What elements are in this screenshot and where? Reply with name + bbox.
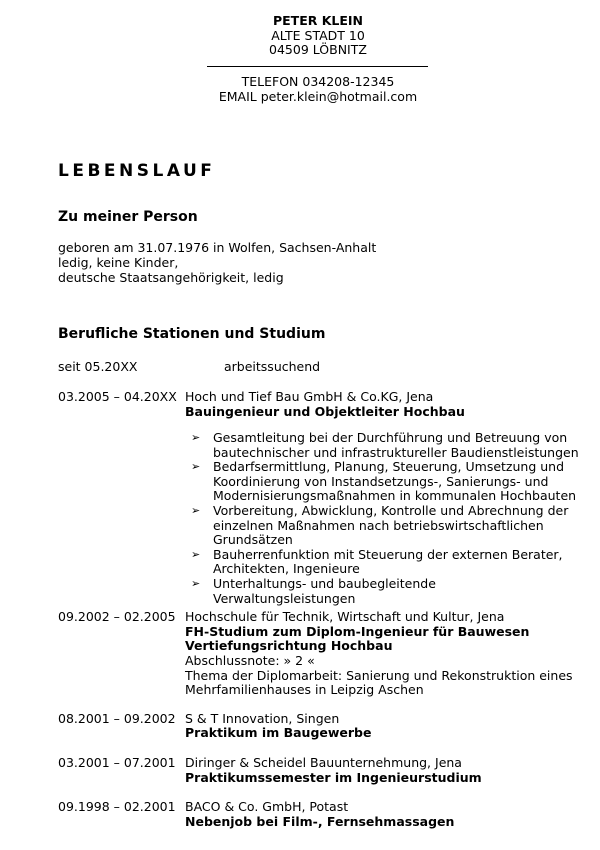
header-divider <box>207 66 428 67</box>
entry-date: 09.2002 – 02.2005 <box>58 609 176 624</box>
email-address: EMAIL peter.klein@hotmail.com <box>218 89 418 104</box>
street-address: ALTE STADT 10 <box>271 28 365 43</box>
entry-date: 08.2001 – 09.2002 <box>58 711 176 726</box>
entry-role: Bauingenieur und Objektleiter Hochbau <box>185 404 465 419</box>
person-line: deutsche Staatsangehörigkeit, ledig <box>58 270 284 285</box>
entry-organization: BACO & Co. GmbH, Potast <box>185 799 349 814</box>
entry-note: Thema der Diplomarbeit: Sanierung und Rekonstruktion eines <box>185 668 573 683</box>
city-address: 04509 LÖBNITZ <box>269 42 367 57</box>
list-item <box>191 504 581 548</box>
entry-role: FH-Studium zum Diplom-Ingenieur für Bauwesen <box>185 624 530 639</box>
list-item <box>191 460 581 504</box>
list-item-text: Bauherrenfunktion mit Steuerung der externen Berater, Architekten, Ingenieure <box>213 546 563 577</box>
entry-organization: Hochschule für Technik, Wirtschaft und Kultur, Jena <box>185 609 505 624</box>
section-heading-career: Berufliche Stationen und Studium <box>58 326 326 342</box>
arrow-bullet-icon: ➢ <box>191 576 201 590</box>
entry-note: Mehrfamilienhauses in Leipzig Aschen <box>185 682 424 697</box>
phone-number: TELEFON 034208-12345 <box>241 74 395 89</box>
section-heading-person: Zu meiner Person <box>58 209 198 225</box>
list-item <box>191 577 581 606</box>
entry-organization: Hoch und Tief Bau GmbH & Co.KG, Jena <box>185 389 434 404</box>
arrow-bullet-icon: ➢ <box>191 431 201 444</box>
entry-date: seit 05.20XX <box>58 359 138 374</box>
list-item-text: Bedarfsermittlung, Planung, Steuerung, Umsetzung und Koordinierung von Instandsetzungs-, Sanierungs- und Modernisierungsmaßnahmen in kommunalen Hochbauten <box>213 459 577 504</box>
arrow-bullet-icon: ➢ <box>191 547 201 561</box>
entry-role: Praktikum im Baugewerbe <box>185 725 372 740</box>
entry-date: 09.1998 – 02.2001 <box>58 799 176 814</box>
entry-organization: S & T Innovation, Singen <box>185 711 340 726</box>
entry-role-detail: Vertiefungsrichtung Hochbau <box>185 638 393 653</box>
arrow-bullet-icon: ➢ <box>191 460 201 474</box>
list-item <box>191 431 581 460</box>
list-item-text: Gesamtleitung bei der Durchführung und Betreuung von bautechnischer und infrastruktureller Baudienstleistungen <box>213 430 579 460</box>
responsibility-list <box>191 431 581 606</box>
entry-role: Praktikumssemester im Ingenieurstudium <box>185 770 482 785</box>
person-line: geboren am 31.07.1976 in Wolfen, Sachsen-Anhalt <box>58 240 377 255</box>
entry-date: 03.2001 – 07.2001 <box>58 755 176 770</box>
list-item <box>191 548 581 577</box>
document-title: LEBENSLAUF <box>58 161 216 181</box>
list-item-text: Vorbereitung, Abwicklung, Kontrolle und Abrechnung der einzelnen Maßnahmen nach betriebswirtschaftlichen Grundsätzen <box>213 502 569 548</box>
arrow-bullet-icon: ➢ <box>191 503 201 517</box>
entry-organization: Diringer & Scheidel Bauunternehmung, Jena <box>185 755 462 770</box>
applicant-name: PETER KLEIN <box>272 13 364 28</box>
entry-organization: arbeitssuchend <box>224 359 321 374</box>
person-line: ledig, keine Kinder, <box>58 255 179 270</box>
entry-date: 03.2005 – 04.20XX <box>58 389 177 404</box>
entry-role: Nebenjob bei Film-, Fernsehmassagen <box>185 814 455 829</box>
entry-note: Abschlussnote: » 2 « <box>185 653 315 668</box>
list-item-text: Unterhaltungs- und baubegleitende Verwaltungsleistungen <box>213 575 436 606</box>
